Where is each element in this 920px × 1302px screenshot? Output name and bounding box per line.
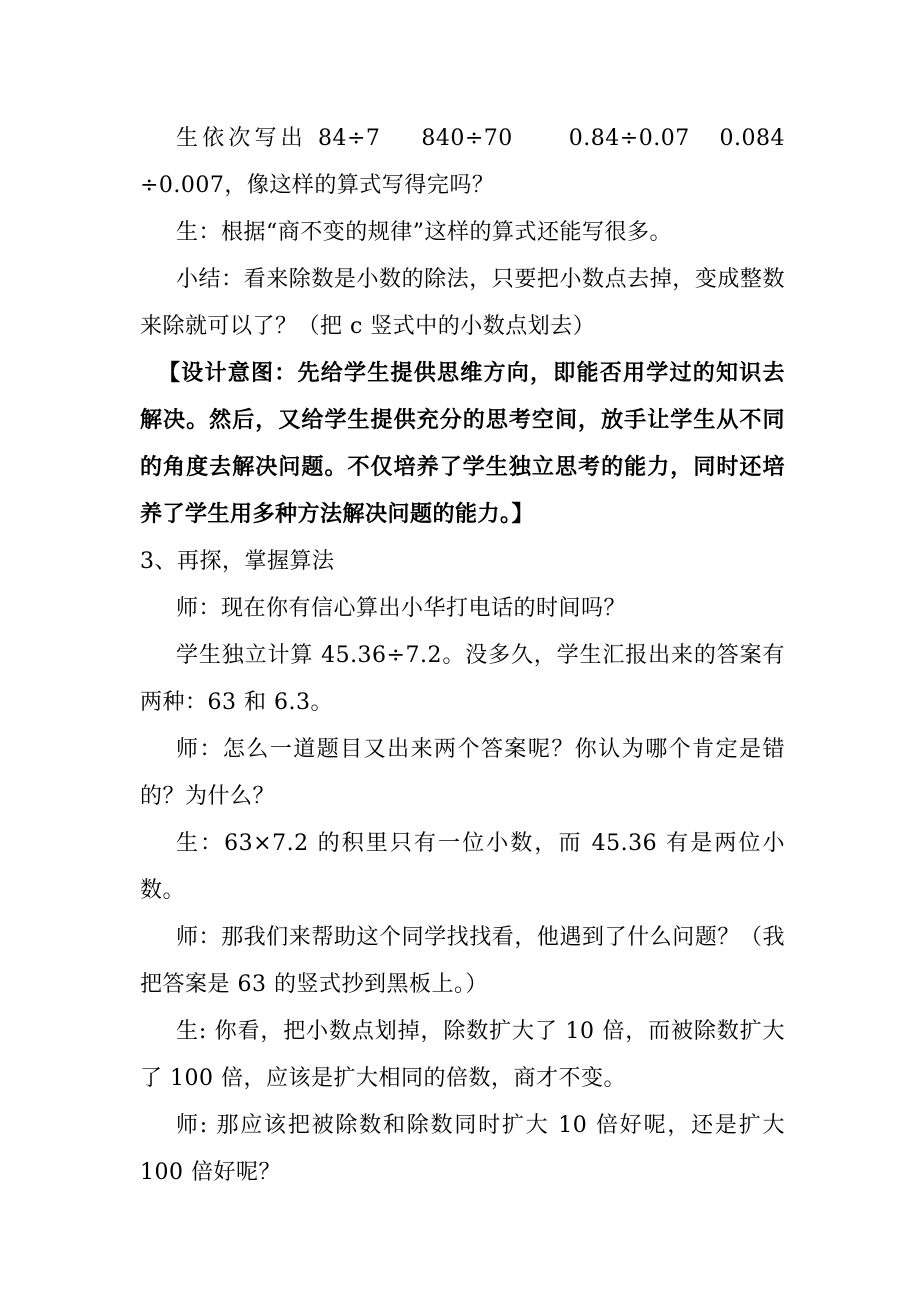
document-body	[140, 115, 785, 1196]
paragraph-student-rule: 生：根据“商不变的规律”这样的算式还能写很多。	[176, 220, 672, 245]
section-heading-explore: 3、再探，掌握算法	[140, 549, 335, 574]
paragraph-student-compute: 学生独立计算 45.36÷7.2。没多久，学生汇报出来的答案有两种：63 和 6.3。	[140, 643, 785, 715]
paragraph-teacher-help: 师：那我们来帮助这个同学找找看，他遇到了什么问题？（我把答案是 63 的竖式抄到黑板上。）	[140, 925, 785, 997]
paragraph-student-writes-equations: 生依次写出 84÷7 840÷70 0.84÷0.07 0.084 ÷0.007，像这样的算式写得完吗？	[140, 126, 785, 198]
paragraph-teacher-question: 师：现在你有信心算出小华打电话的时间吗？	[176, 596, 627, 621]
paragraph-student-explain: 生: 你看，把小数点划掉，除数扩大了 10 倍，而被除数扩大了 100 倍，应该是扩大相同的倍数，商才不变。	[140, 1019, 785, 1091]
paragraph-teacher-which: 师: 那应该把被除数和除数同时扩大 10 倍好呢，还是扩大 100 倍好呢？	[140, 1113, 785, 1185]
paragraph-student-product: 生：63×7.2 的积里只有一位小数，而 45.36 有是两位小数。	[140, 831, 785, 903]
paragraph-design-intent: 【设计意图：先给学生提供思维方向，即能否用学过的知识去解决。然后，又给学生提供充分的思考空间，放手让学生从不同的角度去解决问题。不仅培养了学生独立思考的能力，同时还培养了学生用多种方法解决问题的能力。】	[140, 360, 785, 527]
paragraph-summary: 小结：看来除数是小数的除法，只要把小数点去掉，变成整数来除就可以了？（把 c 竖式中的小数点划去）	[140, 267, 785, 339]
paragraph-teacher-two-answers: 师：怎么一道题目又出来两个答案呢？你认为哪个肯定是错的？为什么？	[140, 737, 785, 809]
